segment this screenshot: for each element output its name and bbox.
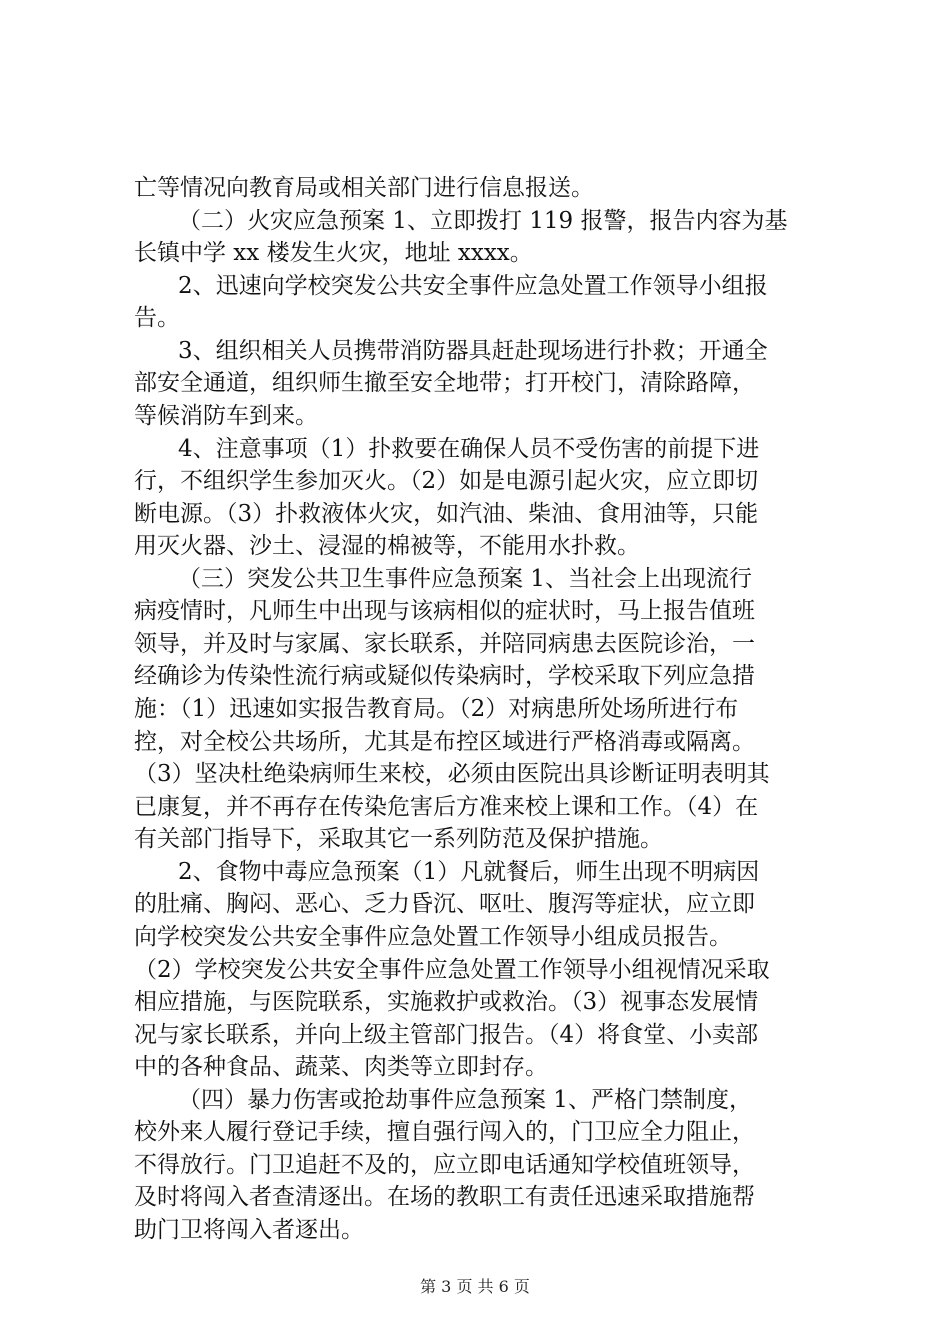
text-line: （3）坚决杜绝染病师生来校，必须由医院出具诊断证明表明其 <box>134 761 770 787</box>
text-line: 行，不组织学生参加灭火。（2）如是电源引起火灾，应立即切 <box>134 468 759 494</box>
text-line: 2、迅速向学校突发公共安全事件应急处置工作领导小组报 <box>178 273 768 299</box>
page-number-footer: 第 3 页 共 6 页 <box>420 1277 530 1296</box>
text-line: 有关部门指导下，采取其它一系列防范及保护措施。 <box>134 826 663 852</box>
text-line: 部安全通道，组织师生撤至安全地带；打开校门，清除路障， <box>134 370 755 396</box>
text-line: 况与家长联系，并向上级主管部门报告。（4）将食堂、小卖部 <box>134 1022 759 1048</box>
text-line: 校外来人履行登记手续，擅自强行闯入的，门卫应全力阻止， <box>134 1119 755 1145</box>
text-line: （三）突发公共卫生事件应急预案 1、当社会上出现流行 <box>178 566 752 592</box>
text-line: （2）学校突发公共安全事件应急处置工作领导小组视情况采取 <box>134 957 770 983</box>
text-line: 控，对全校公共场所，尤其是布控区域进行严格消毒或隔离。 <box>134 729 755 755</box>
text-line: 领导，并及时与家属、家长联系，并陪同病患去医院诊治，一 <box>134 631 755 657</box>
text-line: 助门卫将闯入者逐出。 <box>134 1217 364 1243</box>
text-line: 2、食物中毒应急预案（1）凡就餐后，师生出现不明病因 <box>178 859 760 885</box>
text-line: 的肚痛、胸闷、恶心、乏力昏沉、呕吐、腹泻等症状，应立即 <box>134 891 755 917</box>
text-line: 3、组织相关人员携带消防器具赶赴现场进行扑救；开通全 <box>178 338 768 364</box>
text-line: 4、注意事项（1）扑救要在确保人员不受伤害的前提下进 <box>178 436 760 462</box>
text-line: 相应措施，与医院联系，实施救护或救治。（3）视事态发展情 <box>134 989 759 1015</box>
text-line: 向学校突发公共安全事件应急处置工作领导小组成员报告。 <box>134 924 732 950</box>
text-line: 已康复，并不再存在传染危害后方准来校上课和工作。（4）在 <box>134 794 759 820</box>
text-line: 长镇中学 xx 楼发生火灾，地址 xxxx。 <box>134 240 533 266</box>
text-line: 经确诊为传染性流行病或疑似传染病时，学校采取下列应急措 <box>134 663 755 689</box>
text-line: 断电源。（3）扑救液体火灾，如汽油、柴油、食用油等，只能 <box>134 501 759 527</box>
text-line: 等候消防车到来。 <box>134 403 318 429</box>
text-line: （四）暴力伤害或抢劫事件应急预案 1、严格门禁制度， <box>178 1087 752 1113</box>
text-line: 中的各种食品、蔬菜、肉类等立即封存。 <box>134 1054 548 1080</box>
text-line: 不得放行。门卫追赶不及的，应立即电话通知学校值班领导， <box>134 1152 755 1178</box>
text-line: 告。 <box>134 305 180 331</box>
text-line: 施：（1）迅速如实报告教育局。（2）对病患所处场所进行布 <box>134 696 739 722</box>
text-line: 病疫情时，凡师生中出现与该病相似的症状时，马上报告值班 <box>134 598 755 624</box>
text-line: 亡等情况向教育局或相关部门进行信息报送。 <box>134 175 594 201</box>
text-line: 用灭火器、沙土、浸湿的棉被等，不能用水扑救。 <box>134 533 640 559</box>
text-line: （二）火灾应急预案 1、立即拨打 119 报警，报告内容为基 <box>178 208 788 234</box>
text-line: 及时将闯入者查清逐出。在场的教职工有责任迅速采取措施帮 <box>134 1184 755 1210</box>
